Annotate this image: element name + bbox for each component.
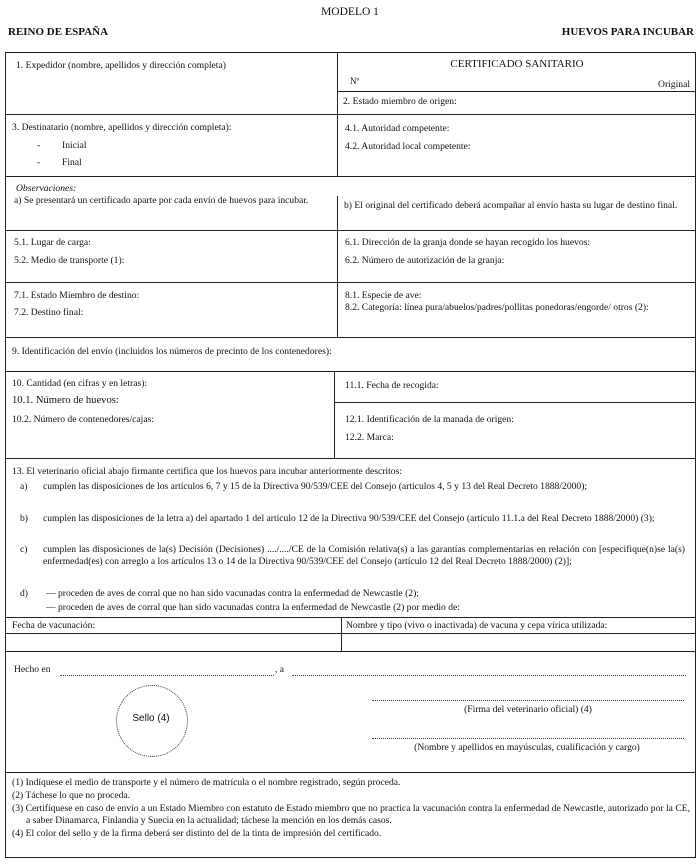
section-3-destinatario: 3. Destinatario (nombre, apellidos y dirección completa): bbox=[12, 122, 232, 133]
place-label: Hecho en bbox=[14, 664, 51, 675]
name-line[interactable] bbox=[372, 738, 684, 739]
model-number: MODELO 1 bbox=[321, 6, 379, 18]
section-2-origin-state: 2. Estado miembro de origen: bbox=[343, 96, 457, 107]
item-c-label: c) bbox=[20, 544, 28, 555]
section-8-2-category: 8.2. Categoría: línea pura/abuelos/padres/pollitas ponedoras/engorde/ otros (2): bbox=[345, 302, 649, 313]
signature-caption: (Firma del veterinario oficial) (4) bbox=[464, 704, 592, 715]
country-title: REINO DE ESPAÑA bbox=[8, 26, 109, 38]
place-field[interactable] bbox=[60, 675, 274, 676]
section-13-intro: 13. El veterinario oficial abajo firmante certifica que los huevos para incubar anteriormente descritos: bbox=[12, 466, 402, 477]
section-12-1-flock-id: 12.1. Identificación de la manada de origen: bbox=[345, 414, 514, 425]
section-4-2-local-authority: 4.2. Autoridad local competente: bbox=[345, 141, 471, 152]
item-a-label: a) bbox=[20, 481, 28, 492]
section-10-quantity: 10. Cantidad (en cifras y en letras): bbox=[12, 378, 148, 389]
name-caption: (Nombre y apellidos en mayúsculas, cualificación y cargo) bbox=[414, 742, 640, 753]
item-a-text: cumplen las disposiciones de los artículos 6, 7 y 15 de la Directiva 90/539/CEE del Consejo (artículos 4, 5 y 13 del Real Decreto 1888/2000); bbox=[43, 481, 588, 492]
footnote-4: (4) El color del sello y de la firma deberá ser distinto del de la tinta de impresión del certificado. bbox=[12, 827, 382, 839]
observation-b: b) El original del certificado deberá acompañar al envío hasta su lugar de destino final. bbox=[344, 200, 678, 211]
observations-title: Observaciones: bbox=[16, 183, 77, 194]
footnote-2: (2) Táchese lo que no proceda. bbox=[12, 789, 131, 801]
signature-line[interactable] bbox=[372, 700, 684, 701]
section-10-2-containers: 10.2. Número de contenedores/cajas: bbox=[12, 414, 154, 425]
section-7-1-destination-state: 7.1. Estado Miembro de destino: bbox=[14, 290, 140, 301]
section-7-2-final-destination: 7.2. Destino final: bbox=[14, 307, 84, 318]
item-d-unvaccinated: — proceden de aves de corral que no han sido vacunadas contra la enfermedad de Newcastle (2); bbox=[46, 588, 419, 599]
section-10-1-egg-count: 10.1. Número de huevos: bbox=[12, 395, 119, 406]
section-9-shipment-id: 9. Identificación del envío (incluidos los números de precinto de los contenedores): bbox=[12, 346, 332, 357]
product-title: HUEVOS PARA INCUBAR bbox=[561, 26, 694, 38]
item-b-label: b) bbox=[20, 513, 28, 524]
section-5-2-transport: 5.2. Medio de transporte (1): bbox=[14, 255, 125, 266]
section-11-1-collection-date: 11.1. Fecha de recogida: bbox=[345, 380, 439, 391]
footnote-1: (1) Indíquese el medio de transporte y el número de matrícula o el nombre registrado, según proceda. bbox=[12, 777, 401, 788]
item-d-label: d) bbox=[20, 588, 28, 599]
date-field[interactable] bbox=[292, 675, 686, 676]
footnotes bbox=[12, 777, 690, 840]
item-c-text: cumplen las disposiciones de la(s) Decisión (Decisiones) ..../..../CE de la Comisión relativa(s) a las garantías complementarias en relación con [especifique(n)se la(s) enfermedad(es) con arreglo a los artículos 13 o 14 de la Directiva 90/539/CEE del Consejo (artículo 12 del Real Decreto 1888/2000) (2)]; bbox=[43, 544, 685, 567]
section-6-1-farm-address: 6.1. Dirección de la granja donde se hayan recogido los huevos: bbox=[345, 237, 591, 248]
original-label: Original bbox=[658, 79, 690, 90]
certificate-title: CERTIFICADO SANITARIO bbox=[450, 58, 584, 70]
recipient-initial: Inicial bbox=[62, 140, 87, 151]
vaccination-date-header: Fecha de vacunación: bbox=[12, 620, 96, 631]
vaccine-name-header: Nombre y tipo (vivo o inactivada) de vacuna y cepa vírica utilizada: bbox=[346, 620, 608, 631]
certificate-number: Nº bbox=[350, 76, 360, 86]
section-12-2-mark: 12.2. Marca: bbox=[345, 432, 394, 443]
section-8-1-bird-species: 8.1. Especie de ave: bbox=[345, 290, 422, 301]
item-b-text: cumplen las disposiciones de la letra a) del apartado 1 del artículo 12 de la Directiva 90/539/CEE del Consejo (artículo 11.1.a del Real Decreto 1888/2000) (3); bbox=[43, 513, 655, 524]
section-4-1-authority: 4.1. Autoridad competente: bbox=[345, 123, 450, 134]
item-d-vaccinated: — proceden de aves de corral que han sido vacunadas contra la enfermedad de Newcastle (2) por medio de: bbox=[46, 602, 460, 613]
observation-a: a) Se presentará un certificado aparte por cada envío de huevos para incubar. bbox=[14, 195, 309, 206]
section-6-2-farm-authorization: 6.2. Número de autorización de la granja: bbox=[345, 255, 505, 266]
recipient-final: Final bbox=[62, 157, 82, 168]
footnote-3: (3) Certifíquese en caso de envío a un Estado Miembro con estatuto de Estado miembro que no practica la vacunación contra la enfermedad de Newcastle, autorizado por la CE, a saber Dinamarca, Finlandia y Suecia en la actualidad; táchese la mención en los demás casos. bbox=[12, 802, 690, 826]
date-label: , a bbox=[275, 664, 285, 675]
seal-label: Sello (4) bbox=[132, 713, 170, 724]
section-5-1-loading-place: 5.1. Lugar de carga: bbox=[14, 237, 91, 248]
section-1-expedidor: 1. Expedidor (nombre, apellidos y dirección completa) bbox=[16, 60, 226, 71]
